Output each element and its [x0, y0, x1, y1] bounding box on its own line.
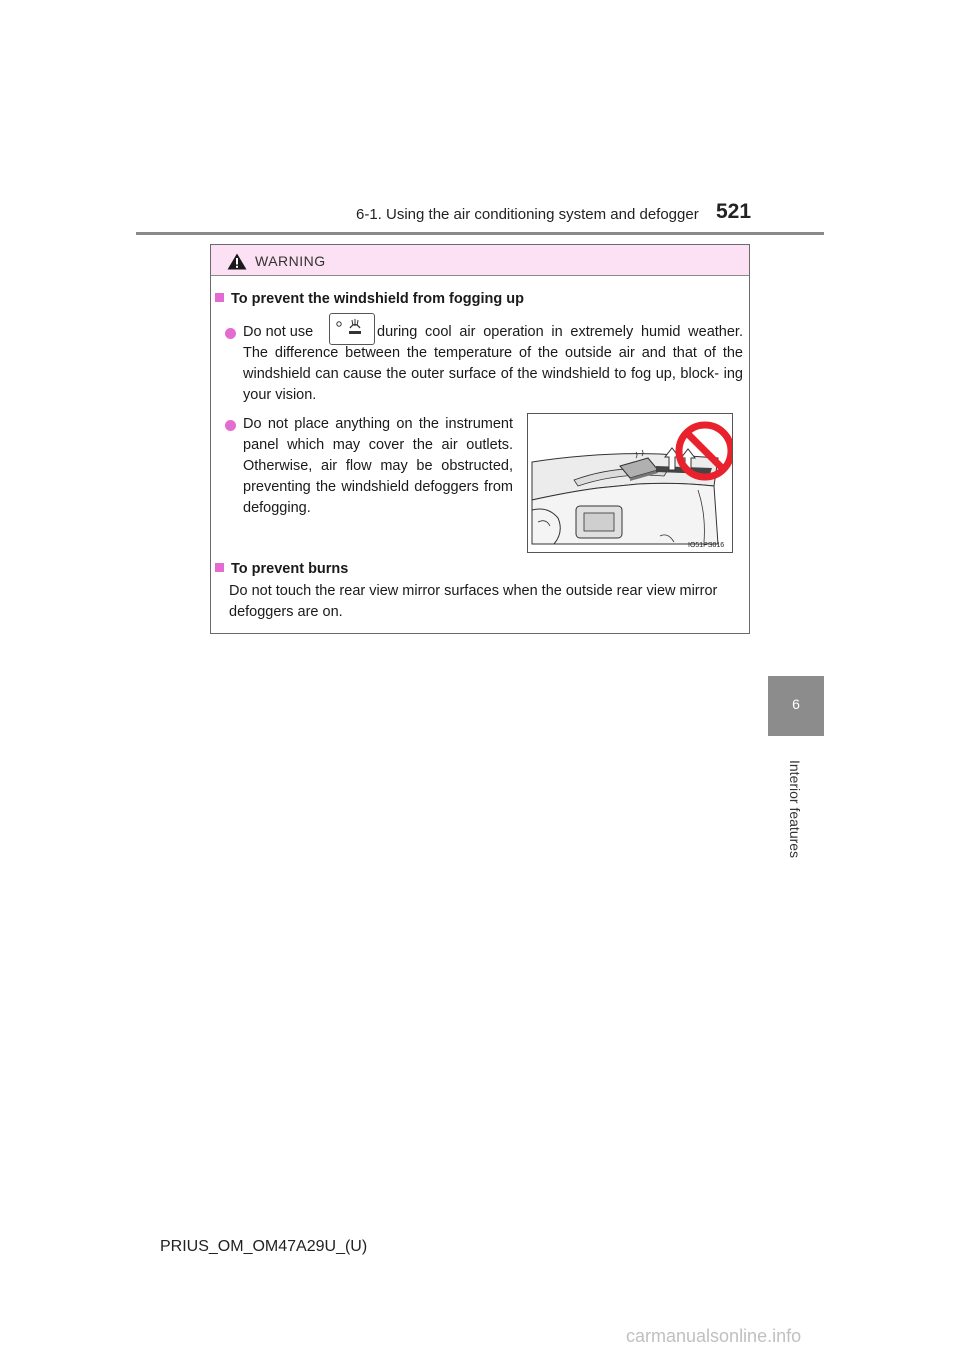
- bullet-text-do-not-use: Do not use: [243, 324, 314, 340]
- warning-title: WARNING: [255, 253, 326, 269]
- dashboard-obstruction-illustration: [527, 413, 733, 553]
- warning-header: [211, 245, 749, 276]
- section-title-burns: To prevent burns: [215, 561, 348, 577]
- page-section-header: 6-1. Using the air conditioning system and defogger: [356, 206, 699, 223]
- header-divider: [136, 232, 824, 235]
- burns-body-text: Do not touch the rear view mirror surfaces when the outside rear view mirror defoggers are on.: [229, 583, 718, 620]
- watermark: carmanualsonline.info: [626, 1326, 802, 1346]
- bullet-text-cool-air: during cool air operation in extremely humid weather. The difference between the temperature of the outside air and that of the windshield can cause the outer surface of the windshield to fog up, block- ing your vision.: [243, 324, 743, 403]
- section-title-fogging: To prevent the windshield from fogging up: [215, 291, 524, 307]
- page-number: 521: [716, 200, 752, 223]
- section-marker-icon: [215, 293, 224, 302]
- document-code: PRIUS_OM_OM47A29U_(U): [160, 1238, 368, 1255]
- chapter-tab-number: 6: [792, 696, 800, 712]
- bullet-dot-icon: [225, 328, 236, 339]
- warning-triangle-icon: [227, 253, 247, 270]
- warning-box: [210, 244, 750, 634]
- bullet-text-instrument-panel: Do not place anything on the instrument panel which may cover the air outlets. Otherwise, air flow may be obstructed, preventing the windshield defoggers from defogging.: [243, 416, 513, 516]
- image-code-label: IO51PS016: [688, 542, 725, 549]
- chapter-tab-label: Interior features: [787, 760, 803, 859]
- chapter-tab: [768, 676, 824, 736]
- bullet-dot-icon: [225, 420, 236, 431]
- section-marker-icon: [215, 563, 224, 572]
